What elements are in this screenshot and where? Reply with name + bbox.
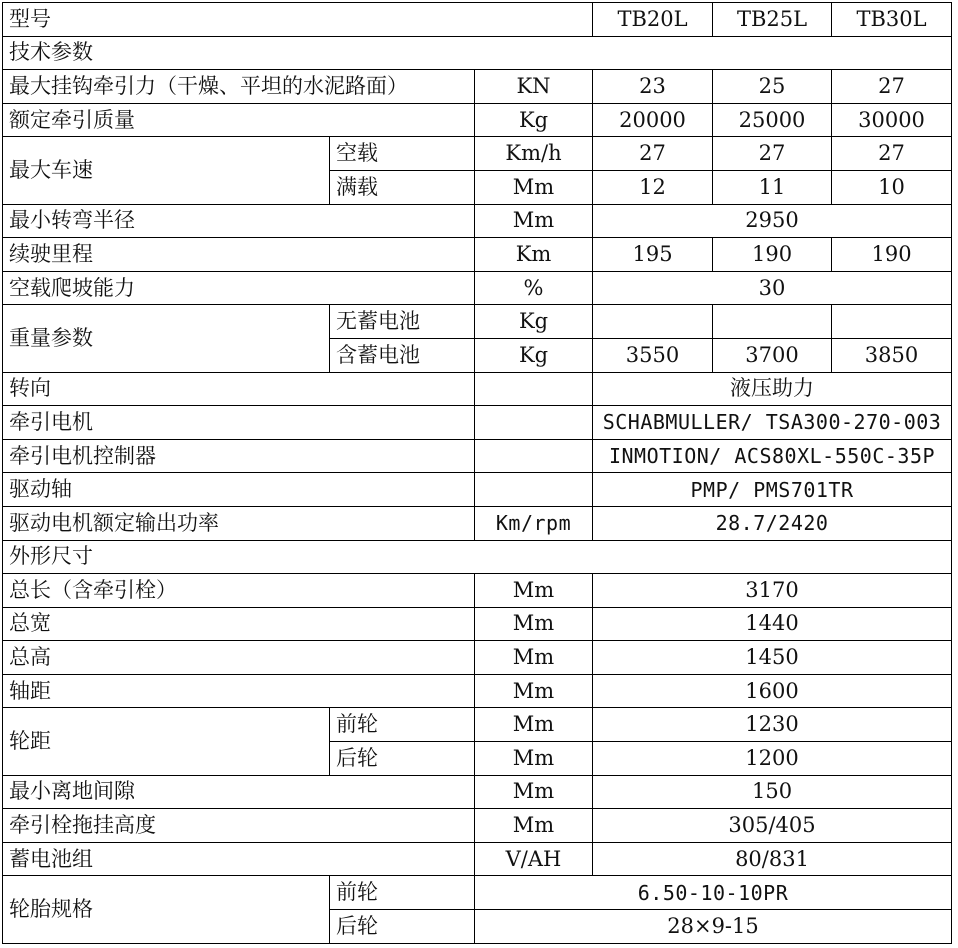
row-value: 190 <box>832 238 952 272</box>
row-sublabel: 满载 <box>330 170 475 204</box>
row-label: 轴距 <box>3 674 475 708</box>
row-value: 6.50-10-10PR <box>475 876 952 910</box>
row-label: 最大挂钩牵引力（干燥、平坦的水泥路面） <box>3 70 475 104</box>
row-value: 1450 <box>593 641 952 675</box>
row-unit: Km/h <box>475 137 593 171</box>
row-label: 轮距 <box>3 708 330 775</box>
row-sublabel: 前轮 <box>330 708 475 742</box>
row-unit: Mm <box>475 574 593 608</box>
table-row <box>3 506 952 540</box>
row-label: 额定牵引质量 <box>3 103 475 137</box>
row-value: PMP/ PMS701TR <box>593 473 952 507</box>
table-row <box>3 305 952 339</box>
row-value: 3170 <box>593 574 952 608</box>
row-label: 重量参数 <box>3 305 330 372</box>
row-label: 最小离地间隙 <box>3 775 475 809</box>
row-sublabel: 无蓄电池 <box>330 305 475 339</box>
row-label: 总高 <box>3 641 475 675</box>
row-label: 最大车速 <box>3 137 330 204</box>
row-value: 12 <box>593 170 713 204</box>
row-label: 转向 <box>3 372 475 406</box>
row-value: 2950 <box>593 204 952 238</box>
row-label: 总长（含牵引栓） <box>3 574 475 608</box>
row-unit: Mm <box>475 775 593 809</box>
row-unit: Kg <box>475 103 593 137</box>
row-unit <box>475 372 593 406</box>
row-label: 空载爬坡能力 <box>3 271 475 305</box>
table-row <box>3 809 952 843</box>
row-label: 驱动电机额定输出功率 <box>3 506 475 540</box>
section-row <box>3 540 952 574</box>
row-unit <box>475 439 593 473</box>
row-value: INMOTION/ ACS80XL-550C-35P <box>593 439 952 473</box>
row-value: 25000 <box>713 103 832 137</box>
model-tb30l: TB30L <box>832 3 952 37</box>
row-value: 3550 <box>593 338 713 372</box>
row-value: SCHABMULLER/ TSA300-270-003 <box>593 406 952 440</box>
row-value: 1440 <box>593 607 952 641</box>
table-row <box>3 674 952 708</box>
row-unit: Kg <box>475 338 593 372</box>
table-row <box>3 238 952 272</box>
row-unit: Mm <box>475 809 593 843</box>
row-label: 轮胎规格 <box>3 876 330 943</box>
table-row <box>3 708 952 742</box>
row-label: 牵引栓拖挂高度 <box>3 809 475 843</box>
row-unit: Mm <box>475 674 593 708</box>
row-unit: KN <box>475 70 593 104</box>
row-value: 1600 <box>593 674 952 708</box>
row-value: 190 <box>713 238 832 272</box>
row-value: 25 <box>713 70 832 104</box>
row-value: 27 <box>713 137 832 171</box>
table-row <box>3 775 952 809</box>
row-unit: Mm <box>475 708 593 742</box>
section-row <box>3 36 952 70</box>
row-label: 总宽 <box>3 607 475 641</box>
section-title-tech: 技术参数 <box>3 36 952 70</box>
row-unit: Mm <box>475 204 593 238</box>
table-row <box>3 372 952 406</box>
table-row <box>3 574 952 608</box>
row-value: 23 <box>593 70 713 104</box>
table-row <box>3 406 952 440</box>
table-row <box>3 439 952 473</box>
row-value: 195 <box>593 238 713 272</box>
model-tb25l: TB25L <box>713 3 832 37</box>
row-label: 牵引电机 <box>3 406 475 440</box>
row-unit: Km/rpm <box>475 506 593 540</box>
row-unit: Kg <box>475 305 593 339</box>
row-label: 最小转弯半径 <box>3 204 475 238</box>
section-title-dimensions: 外形尺寸 <box>3 540 952 574</box>
table-row <box>3 70 952 104</box>
row-unit: Mm <box>475 641 593 675</box>
row-sublabel: 含蓄电池 <box>330 338 475 372</box>
row-label: 驱动轴 <box>3 473 475 507</box>
row-value: 11 <box>713 170 832 204</box>
model-header-label: 型号 <box>3 3 593 37</box>
row-label: 续驶里程 <box>3 238 475 272</box>
row-sublabel: 后轮 <box>330 742 475 776</box>
table-row <box>3 103 952 137</box>
row-value: 305/405 <box>593 809 952 843</box>
model-tb20l: TB20L <box>593 3 713 37</box>
row-unit: V/AH <box>475 842 593 876</box>
row-value <box>593 305 713 339</box>
row-value: 1230 <box>593 708 952 742</box>
table-row <box>3 204 952 238</box>
row-value <box>713 305 832 339</box>
row-value: 3850 <box>832 338 952 372</box>
row-value: 液压助力 <box>593 372 952 406</box>
row-label: 牵引电机控制器 <box>3 439 475 473</box>
row-value <box>832 305 952 339</box>
row-value: 1200 <box>593 742 952 776</box>
row-value: 150 <box>593 775 952 809</box>
row-unit: Km <box>475 238 593 272</box>
row-unit: Mm <box>475 742 593 776</box>
table-row <box>3 271 952 305</box>
table-row <box>3 473 952 507</box>
spec-table <box>2 2 952 944</box>
table-row <box>3 137 952 171</box>
row-unit: Mm <box>475 607 593 641</box>
row-value: 27 <box>832 137 952 171</box>
row-value: 27 <box>593 137 713 171</box>
row-unit: Mm <box>475 170 593 204</box>
row-sublabel: 后轮 <box>330 910 475 944</box>
row-value: 30 <box>593 271 952 305</box>
table-row <box>3 641 952 675</box>
table-row <box>3 876 952 910</box>
table-row <box>3 842 952 876</box>
row-value: 3700 <box>713 338 832 372</box>
row-value: 27 <box>832 70 952 104</box>
row-unit: % <box>475 271 593 305</box>
row-value: 20000 <box>593 103 713 137</box>
row-value: 28×9-15 <box>475 910 952 944</box>
row-sublabel: 前轮 <box>330 876 475 910</box>
table-row <box>3 607 952 641</box>
row-value: 28.7/2420 <box>593 506 952 540</box>
row-value: 10 <box>832 170 952 204</box>
row-label: 蓄电池组 <box>3 842 475 876</box>
row-unit <box>475 406 593 440</box>
row-sublabel: 空载 <box>330 137 475 171</box>
row-value: 30000 <box>832 103 952 137</box>
row-value: 80/831 <box>593 842 952 876</box>
row-unit <box>475 473 593 507</box>
table-header-row <box>3 3 952 37</box>
